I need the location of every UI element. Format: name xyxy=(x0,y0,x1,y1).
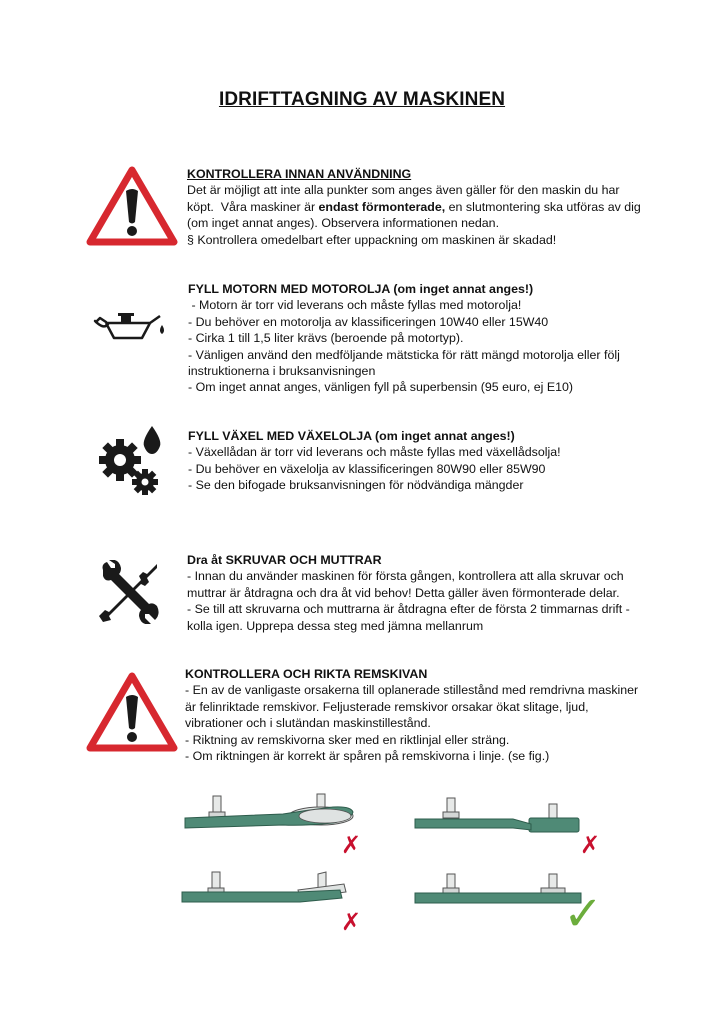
text-line: vibrationer och i slutändan maskinstillestånd. xyxy=(185,716,431,731)
page-title: IDRIFTTAGNING AV MASKINEN xyxy=(218,89,506,110)
incorrect-mark: ✗ xyxy=(580,831,601,859)
section-gear-oil xyxy=(188,428,561,494)
pulley-figure-aligned xyxy=(413,868,585,910)
section-heading: FYLL VÄXEL MED VÄXELOLJA (om inget annat anges!) xyxy=(188,429,515,443)
text-line: - Vänligen använd den medföljande mätsticka för rätt mängd motorolja eller följ xyxy=(188,347,620,362)
text-line: - Om inget annat anges, vänligen fyll på superbensin (95 euro, ej E10) xyxy=(188,380,574,395)
pulley-figure-twisted xyxy=(180,868,360,910)
text-line: - Motorn är torr vid leverans och måste fyllas med motorolja! xyxy=(188,298,522,313)
bold-text: endast förmonterade, xyxy=(318,199,446,214)
text-line: - Se till att skruvarna och muttrarna är åtdragna efter de första 2 timmarnas drift - xyxy=(187,602,630,617)
text-line: - Se den bifogade bruksanvisningen för nödvändiga mängder xyxy=(188,478,524,493)
incorrect-mark: ✗ xyxy=(341,908,362,936)
section-engine-oil xyxy=(188,281,620,396)
warning-triangle-icon xyxy=(86,671,178,753)
text-line: instruktionerna i bruksanvisningen xyxy=(188,364,376,379)
text-line: (om inget annat anges). Observera informationen nedan. xyxy=(187,216,500,231)
text-line: § Kontrollera omedelbart efter uppackning om maskinen är skadad! xyxy=(187,232,557,247)
section-check-before-use xyxy=(187,166,641,248)
text-line xyxy=(187,199,641,215)
section-screws-nuts xyxy=(187,552,630,634)
section-heading: Dra åt SKRUVAR OCH MUTTRAR xyxy=(187,553,382,567)
section-heading: KONTROLLERA INNAN ANVÄNDNING xyxy=(187,167,412,181)
pulley-figure-parallel-offset xyxy=(413,792,585,834)
oil-can-icon xyxy=(92,308,172,348)
text-span: köpt. Våra maskiner är xyxy=(187,199,319,214)
text-line: - En av de vanligaste orsakerna till oplanerade stillestånd med remdrivna maskiner xyxy=(185,683,639,698)
text-line: - Växellådan är torr vid leverans och måste fyllas med växellådsolja! xyxy=(188,445,561,460)
text-line: - Du behöver en växelolja av klassificeringen 80W90 eller 85W90 xyxy=(188,461,546,476)
correct-mark: ✓ xyxy=(563,886,604,942)
text-line: - Riktning av remskivorna sker med en riktlinjal eller sträng. xyxy=(185,732,510,747)
text-line: är felinriktade remskivor. Feljusterade remskivor orsakar ökat slitage, ljud, xyxy=(185,699,589,714)
text-span: en slutmontering ska utföras av dig xyxy=(445,199,641,214)
section-heading: FYLL MOTORN MED MOTOROLJA (om inget annat anges!) xyxy=(188,282,534,296)
text-line: muttrar är åtdragna och dra åt vid behov! Detta gäller även förmonterade delar. xyxy=(187,585,620,600)
pulley-figure-angular-misalignment xyxy=(183,792,358,834)
gears-oil-drop-icon xyxy=(96,424,166,500)
text-line: - Du behöver en motorolja av klassificeringen 10W40 eller 15W40 xyxy=(188,314,549,329)
section-pulley-alignment xyxy=(185,666,638,764)
text-line: kolla igen. Upprepa dessa steg med jämna mellanrum xyxy=(187,618,484,633)
incorrect-mark: ✗ xyxy=(341,831,362,859)
warning-triangle-icon xyxy=(86,165,178,247)
text-line: - Innan du använder maskinen för första gången, kontrollera att alla skruvar och xyxy=(187,569,624,584)
text-line: - Cirka 1 till 1,5 liter krävs (beroende på motortyp). xyxy=(188,331,464,346)
section-heading: KONTROLLERA OCH RIKTA REMSKIVAN xyxy=(185,667,428,681)
wrench-screwdriver-icon xyxy=(97,560,161,624)
text-line: Det är möjligt att inte alla punkter som anges även gäller för den maskin du har xyxy=(187,183,620,198)
text-line: - Om riktningen är korrekt är spåren på remskivorna i linje. (se fig.) xyxy=(185,749,550,764)
